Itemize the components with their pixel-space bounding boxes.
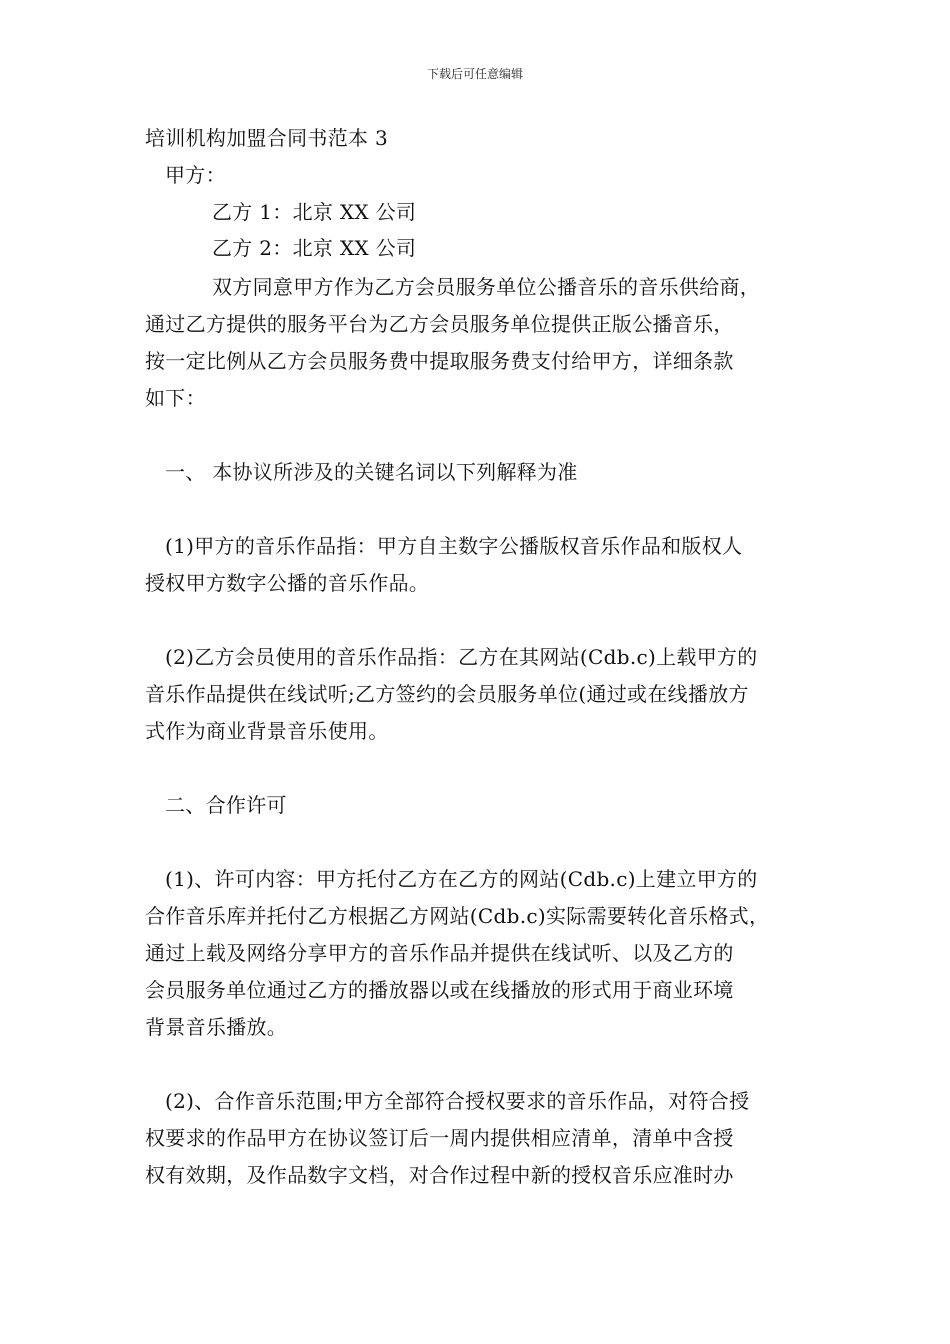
section2-item1-line: (1)、许可内容：甲方托付乙方在乙方的网站(Cdb.c)上建立甲方的 [165, 867, 758, 891]
section1-item2-line: 式作为商业背景音乐使用。 [145, 719, 389, 743]
intro-line: 双方同意甲方作为乙方会员服务单位公播音乐的音乐供给商， [212, 275, 761, 299]
section1-item1-line: 授权甲方数字公播的音乐作品。 [145, 571, 430, 595]
section1-item1-line: (1)甲方的音乐作品指：甲方自主数字公播版权音乐作品和版权人 [165, 534, 743, 558]
section2-item1-line: 背景音乐播放。 [145, 1015, 288, 1039]
section2-item1-line: 合作音乐库并托付乙方根据乙方网站(Cdb.c)实际需要转化音乐格式， [145, 904, 770, 928]
intro-line: 如下： [145, 386, 206, 410]
section1-item2-line: 音乐作品提供在线试听;乙方签约的会员服务单位(通过或在线播放方 [145, 682, 749, 706]
party-a: 甲方： [165, 163, 226, 187]
document-title: 培训机构加盟合同书范本 3 [145, 126, 388, 150]
section2-item2-line: 权有效期，及作品数字文档，对合作过程中新的授权音乐应准时办 [145, 1163, 734, 1187]
section2-heading: 二、合作许可 [165, 793, 287, 817]
party-b1: 乙方 1：北京 XX 公司 [212, 200, 417, 224]
section2-item2-line: 权要求的作品甲方在协议签订后一周内提供相应清单，清单中含授 [145, 1126, 734, 1150]
section2-item2-line: (2)、合作音乐范围;甲方全部符合授权要求的音乐作品，对符合授 [165, 1089, 750, 1113]
intro-line: 通过乙方提供的服务平台为乙方会员服务单位提供正版公播音乐， [145, 312, 734, 336]
intro-line: 按一定比例从乙方会员服务费中提取服务费支付给甲方，详细条款 [145, 349, 734, 373]
section2-item1-line: 会员服务单位通过乙方的播放器以或在线播放的形式用于商业环境 [145, 978, 734, 1002]
party-b2: 乙方 2：北京 XX 公司 [212, 236, 417, 260]
section2-item1-line: 通过上载及网络分享甲方的音乐作品并提供在线试听、以及乙方的 [145, 941, 734, 965]
page-header: 下载后可任意编辑 [426, 67, 523, 81]
section1-item2-line: (2)乙方会员使用的音乐作品指：乙方在其网站(Cdb.c)上载甲方的 [165, 645, 758, 669]
section1-heading: 一、 本协议所涉及的关键名词以下列解释为准 [165, 460, 578, 484]
